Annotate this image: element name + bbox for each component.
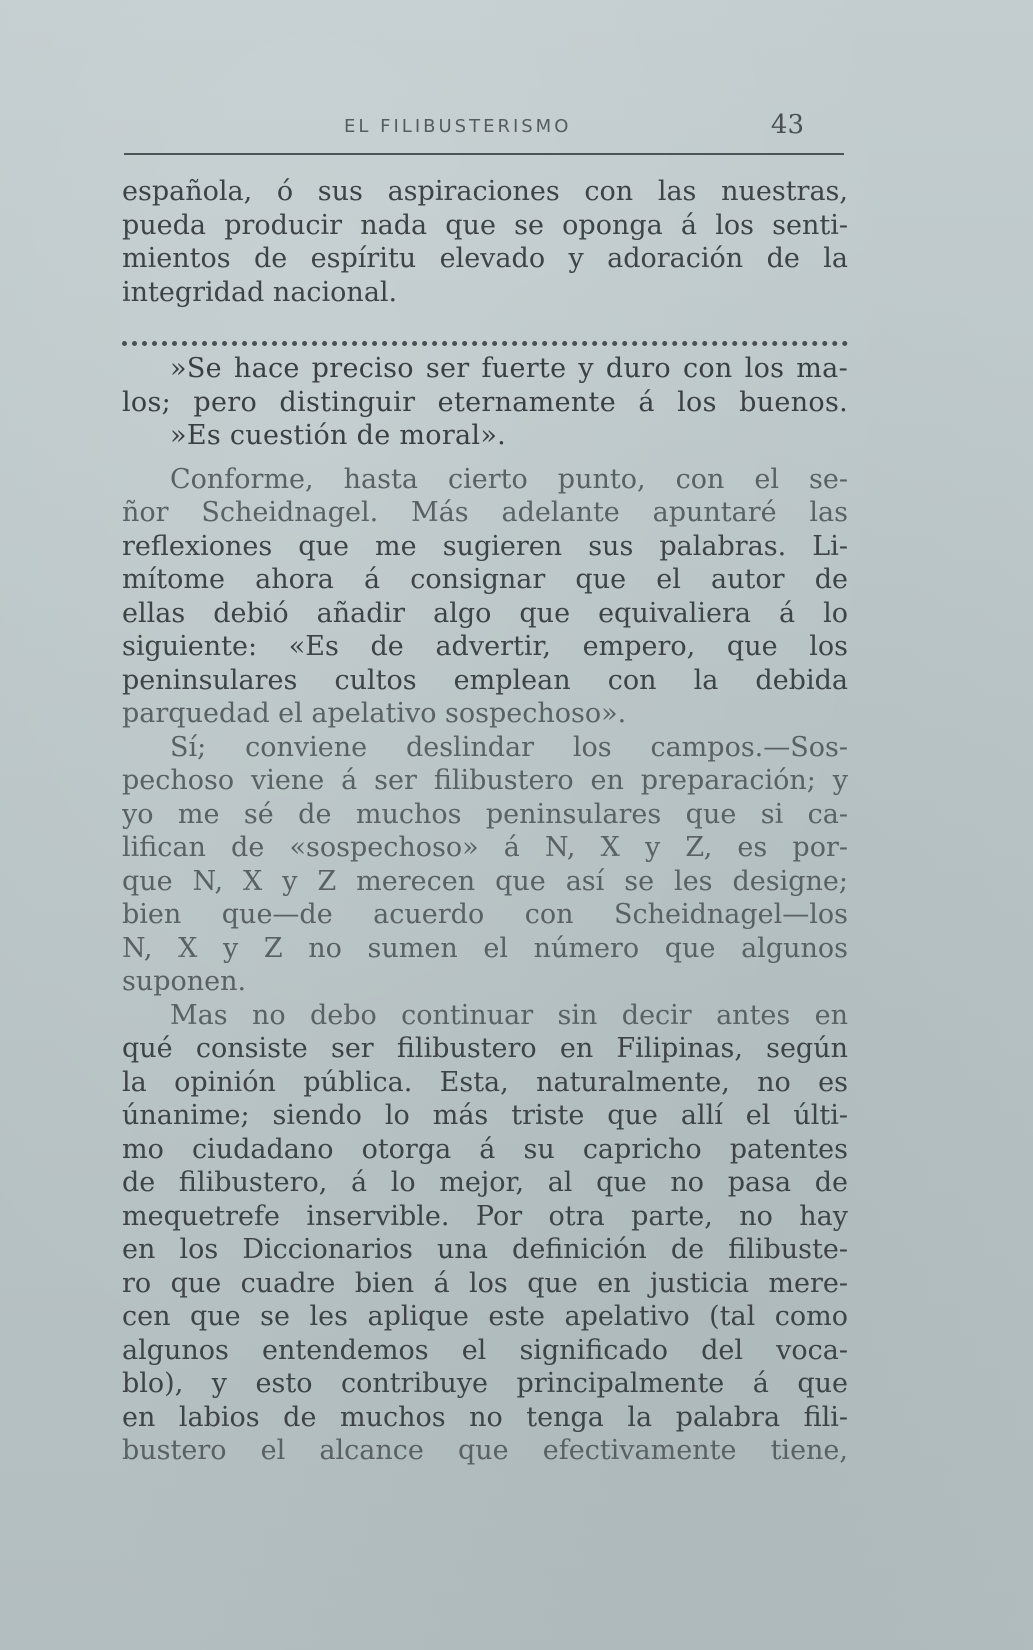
text-line: »Es cuestión de moral». [170,420,507,451]
text-line: española, ó sus aspiraciones con las nuestras, [122,176,848,207]
dotted-separator [122,313,848,346]
text-line: mo ciudadano otorga á su capricho patentes [122,1133,848,1165]
text-line: Conforme, hasta cierto punto, con el se- [170,463,848,495]
text-line: que N, X y Z merecen que así se les designe; [122,865,848,897]
text-line: los; pero distinguir eternamente á los buenos. [122,386,848,418]
text-line: suponen. [122,966,247,997]
paragraph-4 [122,731,848,999]
text-line: cen que se les aplique este apelativo (tal como [122,1301,848,1332]
header-rule [124,153,844,155]
text-line: ellas debió añadir algo que equivaliera á lo [122,597,848,629]
text-line: mientos de espíritu elevado y adoración de la [122,243,848,274]
text-line: en labios de muchos no tenga la palabra fili- [122,1401,848,1433]
text-line: bien que—de acuerdo con Scheidnagel—los [122,899,848,930]
text-line: yo me sé de muchos peninsulares que si ca- [122,798,848,830]
text-line: la opinión pública. Esta, naturalmente, no es [122,1066,848,1098]
paragraph-2 [122,352,848,453]
text-line: lifican de «sospechoso» á N, X y Z, es por- [122,832,848,863]
text-line: parquedad el apelativo sospechoso». [122,698,627,729]
text-line: únanime; siendo lo más triste que allí el últi- [122,1100,848,1131]
text-line: mequetrefe inservible. Por otra parte, no hay [122,1200,848,1232]
body-text [122,175,848,1468]
running-title: EL FILIBUSTERISMO [344,116,572,137]
text-line: pechoso viene á ser filibustero en preparación; y [122,765,848,796]
paragraph-5 [122,999,848,1468]
paragraph-1 [122,175,848,309]
text-line: ñor Scheidnagel. Más adelante apuntaré las [122,497,848,528]
paragraph-3 [122,463,848,731]
text-line: integridad nacional. [122,276,398,308]
text-line: pueda producir nada que se oponga á los senti- [122,209,848,241]
text-line: algunos entendemos el significado del voca- [122,1334,848,1366]
text-line: N, X y Z no sumen el número que algunos [122,932,848,964]
text-line: Mas no debo continuar sin decir antes en [170,999,848,1031]
text-line: qué consiste ser filibustero en Filipinas, según [122,1033,848,1064]
text-line: de filibustero, á lo mejor, al que no pasa de [122,1167,848,1198]
paragraph-gap [122,453,848,463]
text-line: ro que cuadre bien á los que en justicia mere- [122,1267,848,1299]
text-line: peninsulares cultos emplean con la debida [122,664,848,696]
text-line: reflexiones que me sugieren sus palabras. Li- [122,530,848,562]
text-line: siguiente: «Es de advertir, empero, que los [122,631,848,662]
text-line: Sí; conviene deslindar los campos.—Sos- [170,731,848,763]
page-number: 43 [770,110,804,140]
text-line: »Se hace preciso ser fuerte y duro con los ma- [170,353,848,384]
text-line: blo), y esto contribuye principalmente á que [122,1368,848,1399]
text-line: mítome ahora á consignar que el autor de [122,564,848,595]
text-line: en los Diccionarios una definición de filibuste- [122,1234,848,1265]
page-header [124,108,844,148]
text-line: bustero el alcance que efectivamente tiene, [122,1435,848,1466]
